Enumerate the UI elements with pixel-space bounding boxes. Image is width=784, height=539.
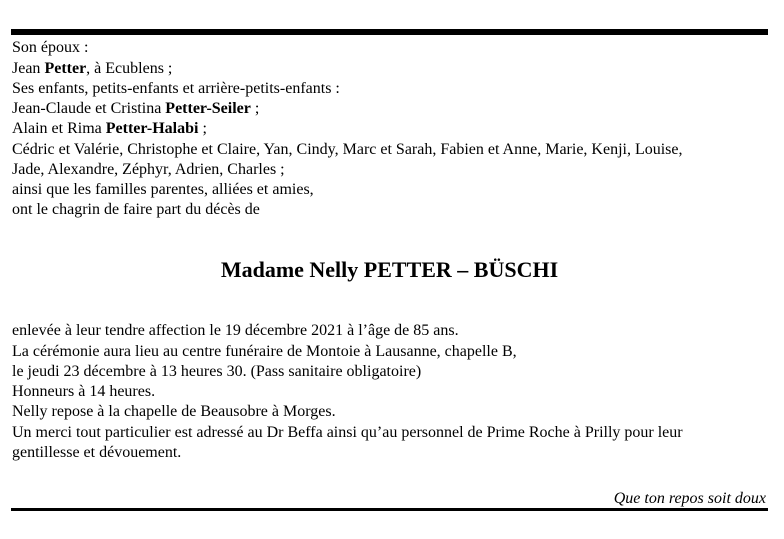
- family-line-grandchildren-2: Jade, Alexandre, Zéphyr, Adrien, Charles ;: [12, 161, 285, 178]
- child-2-suffix: ;: [198, 120, 207, 137]
- details-line-honours: Honneurs à 14 heures.: [12, 383, 156, 400]
- details-line-date: le jeudi 23 décembre à 13 heures 30. (Pass sanitaire obligatoire): [12, 363, 422, 380]
- details-line-ceremony: La cérémonie aura lieu au centre funéraire de Montoie à Lausanne, chapelle B,: [12, 343, 517, 360]
- bottom-rule: [11, 508, 768, 511]
- spouse-location: , à Ecublens ;: [86, 60, 173, 77]
- deceased-name-heading: Madame Nelly PETTER – BÜSCHI: [220, 257, 559, 282]
- family-line-relatives: ainsi que les familles parentes, alliées et amies,: [12, 181, 314, 198]
- details-line-repose: Nelly repose à la chapelle de Beausobre à Morges.: [12, 403, 336, 420]
- details-line-thanks-1: Un merci tout particulier est adressé au Dr Beffa ainsi qu’au personnel de Prime Roche à Prilly pour leur: [12, 424, 683, 441]
- family-line-announcement: ont le chagrin de faire part du décès de: [12, 201, 260, 218]
- family-line-grandchildren-1: Cédric et Valérie, Christophe et Claire, Yan, Cindy, Marc et Sarah, Fabien et Anne, Marie, Kenji, Louise,: [12, 141, 683, 158]
- closing-phrase: Que ton repos soit doux: [613, 490, 766, 507]
- details-line-thanks-2: gentillesse et dévouement.: [12, 444, 182, 461]
- family-line-child-1: [12, 99, 259, 119]
- child-2-surname: Petter-Halabi: [105, 120, 199, 137]
- details-line-death: enlevée à leur tendre affection le 19 décembre 2021 à l’âge de 85 ans.: [12, 322, 459, 339]
- family-line-child-2: [12, 119, 207, 139]
- spouse-surname: Petter: [44, 60, 87, 77]
- top-rule: [11, 29, 768, 35]
- family-line-spouse-heading: Son époux :: [12, 39, 89, 56]
- family-line-spouse: [12, 59, 172, 79]
- child-1-suffix: ;: [250, 100, 260, 117]
- child-1-surname: Petter-Seiler: [165, 100, 251, 117]
- child-2-names: Alain et Rima: [12, 120, 106, 137]
- spouse-first-name: Jean: [12, 60, 45, 77]
- child-1-names: Jean-Claude et Cristina: [12, 100, 166, 117]
- family-line-children-heading: Ses enfants, petits-enfants et arrière-petits-enfants :: [12, 80, 340, 97]
